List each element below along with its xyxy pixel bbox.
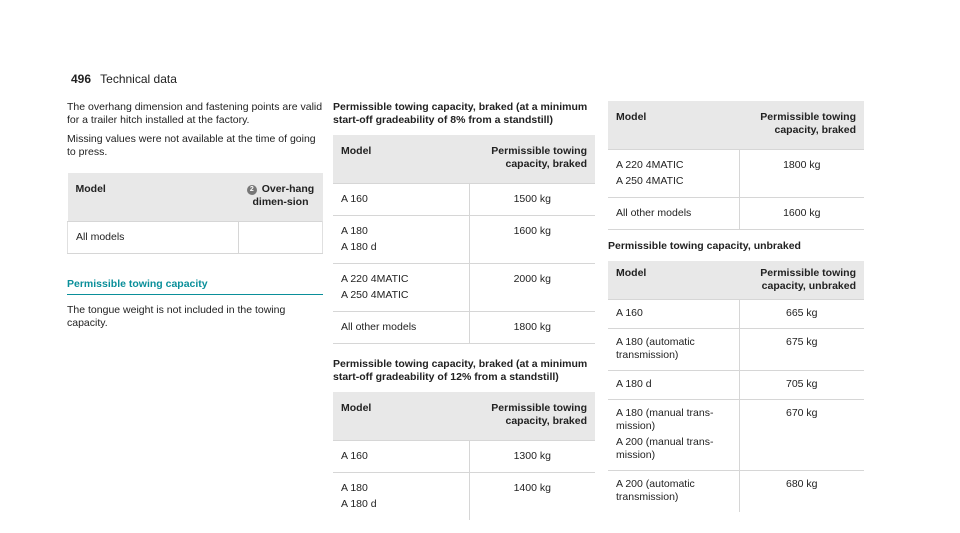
column-header-overhang: 2 Over-hang dimen-sion [239, 173, 323, 222]
model-cell: All other models [333, 312, 469, 344]
value-cell: 670 kg [739, 400, 864, 471]
table-row [608, 471, 864, 513]
table-row [333, 184, 595, 216]
value-cell: 1600 kg [739, 198, 864, 230]
value-cell: 1800 kg [739, 150, 864, 198]
table-row [608, 329, 864, 371]
model-cell: A 160 [333, 441, 469, 473]
column-1 [67, 101, 323, 336]
table-row [333, 312, 595, 344]
model-cell: A 180 (automatic transmission) [608, 329, 739, 371]
model-cell: All models [68, 222, 239, 254]
braked-8-table-continued [608, 101, 864, 230]
table-header-row [333, 135, 595, 184]
table-row [333, 441, 595, 473]
overhang-note: The overhang dimension and fastening points are valid for a trailer hitch installed at the factory. [67, 101, 323, 126]
numbered-callout-icon: 2 [247, 185, 257, 195]
model-cell: All other models [608, 198, 739, 230]
model-cell: A 180 (manual trans-mission) A 200 (manual trans-mission) [608, 400, 739, 471]
column-header-value: Permissible towing capacity, unbraked [739, 261, 864, 300]
braked-12-heading: Permissible towing capacity, braked (at a minimum start-off gradeability of 12% from a standstill) [333, 358, 588, 383]
model-cell: A 180 d [608, 371, 739, 400]
column-header-model: Model [608, 101, 739, 150]
model-cell: A 160 [333, 184, 469, 216]
value-cell [239, 222, 323, 254]
value-cell: 2000 kg [469, 264, 595, 312]
braked-12-table [333, 392, 595, 520]
page-header [71, 72, 177, 86]
model-cell: A 180 A 180 d [333, 216, 469, 264]
table-header-row [68, 173, 323, 222]
model-cell: A 220 4MATIC A 250 4MATIC [608, 150, 739, 198]
model-cell: A 160 [608, 300, 739, 329]
column-3 [608, 101, 864, 512]
table-row [608, 150, 864, 198]
page-number: 496 [71, 72, 92, 86]
towing-capacity-text: The tongue weight is not included in the towing capacity. [67, 304, 286, 329]
column-header-value: Permissible towing capacity, braked [469, 392, 595, 441]
column-2 [333, 101, 595, 520]
model-cell: A 200 (automatic transmission) [608, 471, 739, 513]
value-cell: 1600 kg [469, 216, 595, 264]
table-row [333, 216, 595, 264]
table-row [608, 300, 864, 329]
missing-values-note: Missing values were not available at the time of going to press. [67, 133, 316, 158]
column-header-value: Permissible towing capacity, braked [739, 101, 864, 150]
table-header-row [608, 101, 864, 150]
value-cell: 665 kg [739, 300, 864, 329]
value-cell: 1400 kg [469, 473, 595, 521]
table-header-row [333, 392, 595, 441]
value-cell: 1500 kg [469, 184, 595, 216]
table-row [68, 222, 323, 254]
table-row [608, 198, 864, 230]
braked-8-table [333, 135, 595, 344]
value-cell: 1300 kg [469, 441, 595, 473]
column-header-model: Model [68, 173, 239, 222]
table-header-row [608, 261, 864, 300]
model-cell: A 180 A 180 d [333, 473, 469, 521]
braked-8-heading: Permissible towing capacity, braked (at a minimum start-off gradeability of 8% from a standstill) [333, 101, 588, 126]
unbraked-table [608, 261, 864, 512]
value-cell: 1800 kg [469, 312, 595, 344]
overhang-table [67, 173, 323, 254]
towing-capacity-heading: Permissible towing capacity [67, 278, 323, 295]
value-cell: 675 kg [739, 329, 864, 371]
section-title: Technical data [100, 72, 177, 86]
column-header-model: Model [608, 261, 739, 300]
table-row [333, 264, 595, 312]
table-row [333, 473, 595, 521]
column-header-value: Permissible towing capacity, braked [469, 135, 595, 184]
column-header-model: Model [333, 135, 469, 184]
value-cell: 680 kg [739, 471, 864, 513]
column-header-model: Model [333, 392, 469, 441]
unbraked-heading: Permissible towing capacity, unbraked [608, 240, 801, 252]
table-row [608, 371, 864, 400]
value-cell: 705 kg [739, 371, 864, 400]
model-cell: A 220 4MATIC A 250 4MATIC [333, 264, 469, 312]
table-row [608, 400, 864, 471]
